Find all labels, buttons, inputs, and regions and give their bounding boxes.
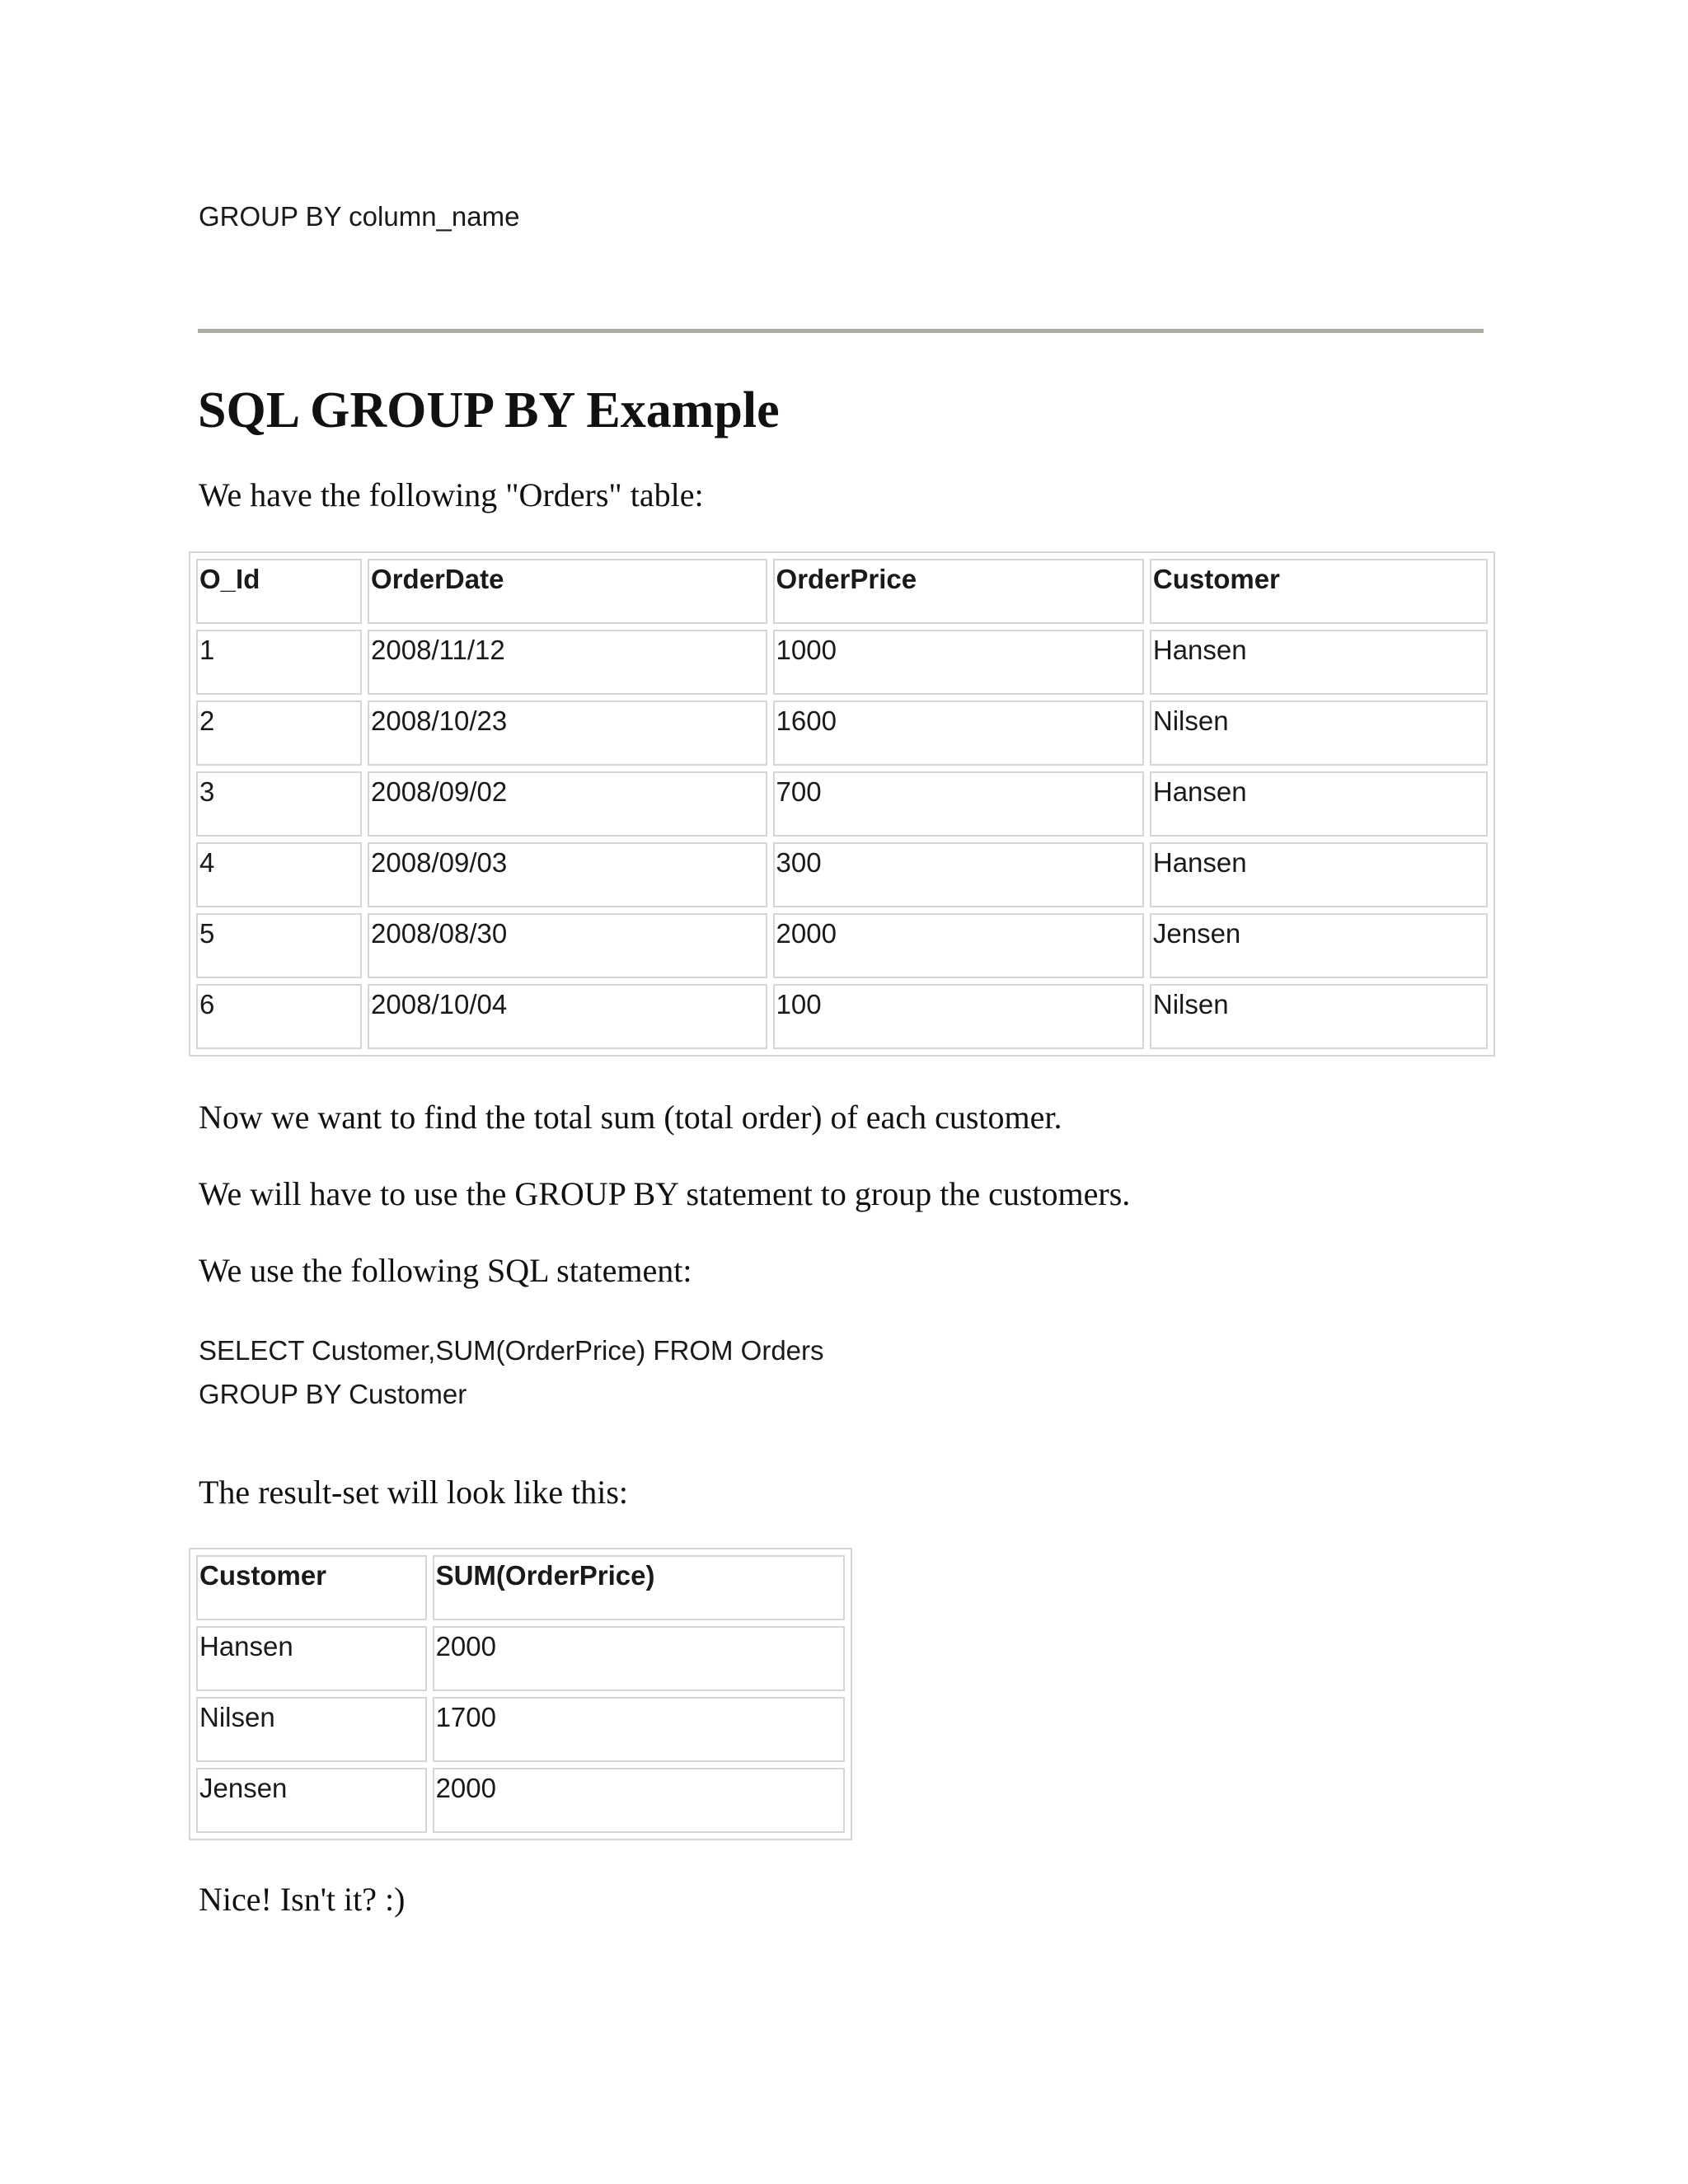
table-row: [196, 1697, 845, 1762]
table-cell: Hansen: [1150, 842, 1488, 907]
closing-text: Nice! Isn't it? :): [199, 1881, 406, 1918]
header-cell-o-id: O_Id: [196, 559, 362, 624]
orders-table: [189, 551, 1495, 1057]
table-cell: Nilsen: [1150, 701, 1488, 766]
sum-text: Now we want to find the total sum (total order) of each customer.: [199, 1099, 1062, 1136]
table-cell: 3: [196, 771, 362, 837]
table-row: [196, 771, 1488, 837]
table-cell: 2008/08/30: [368, 913, 767, 978]
use-sql-text: We use the following SQL statement:: [199, 1252, 692, 1289]
sql-code-block: [199, 1329, 824, 1416]
table-cell: 4: [196, 842, 362, 907]
table-cell: Nilsen: [196, 1697, 427, 1762]
table-cell: 2008/10/04: [368, 984, 767, 1049]
table-cell: Jensen: [196, 1768, 427, 1833]
table-row: [196, 984, 1488, 1049]
table-row: [196, 701, 1488, 766]
table-cell: 300: [773, 842, 1144, 907]
table-cell: 2008/10/23: [368, 701, 767, 766]
table-cell: 1600: [773, 701, 1144, 766]
table-cell: 2000: [773, 913, 1144, 978]
table-cell: 1000: [773, 630, 1144, 695]
table-cell: 2: [196, 701, 362, 766]
table-row: [196, 630, 1488, 695]
syntax-line: GROUP BY column_name: [199, 201, 520, 232]
horizontal-divider: [198, 329, 1484, 333]
table-row: [196, 913, 1488, 978]
header-cell-orderprice: OrderPrice: [773, 559, 1144, 624]
table-cell: 700: [773, 771, 1144, 837]
table-cell: 1700: [433, 1697, 845, 1762]
table-cell: 100: [773, 984, 1144, 1049]
table-cell: Nilsen: [1150, 984, 1488, 1049]
header-cell-customer: Customer: [1150, 559, 1488, 624]
table-row: [196, 1626, 845, 1691]
table-header-row: [196, 1555, 845, 1620]
result-table: [189, 1548, 852, 1840]
table-cell: 2000: [433, 1626, 845, 1691]
table-cell: Hansen: [196, 1626, 427, 1691]
sql-code-line: SELECT Customer,SUM(OrderPrice) FROM Orders: [199, 1335, 824, 1366]
table-cell: Hansen: [1150, 771, 1488, 837]
table-cell: 6: [196, 984, 362, 1049]
page-title: SQL GROUP BY Example: [198, 382, 780, 438]
header-cell-sum-orderprice: SUM(OrderPrice): [433, 1555, 845, 1620]
groupby-text: We will have to use the GROUP BY statement to group the customers.: [199, 1175, 1131, 1212]
header-cell-customer: Customer: [196, 1555, 427, 1620]
table-cell: 2008/09/03: [368, 842, 767, 907]
table-cell: 5: [196, 913, 362, 978]
header-cell-orderdate: OrderDate: [368, 559, 767, 624]
result-text: The result-set will look like this:: [199, 1474, 629, 1511]
table-row: [196, 842, 1488, 907]
table-cell: 2008/11/12: [368, 630, 767, 695]
table-row: [196, 1768, 845, 1833]
table-header-row: [196, 559, 1488, 624]
table-cell: Hansen: [1150, 630, 1488, 695]
table-cell: 1: [196, 630, 362, 695]
table-cell: Jensen: [1150, 913, 1488, 978]
sql-code-line: GROUP BY Customer: [199, 1379, 467, 1409]
table-cell: 2008/09/02: [368, 771, 767, 837]
intro-text: We have the following "Orders" table:: [199, 476, 704, 513]
table-cell: 2000: [433, 1768, 845, 1833]
